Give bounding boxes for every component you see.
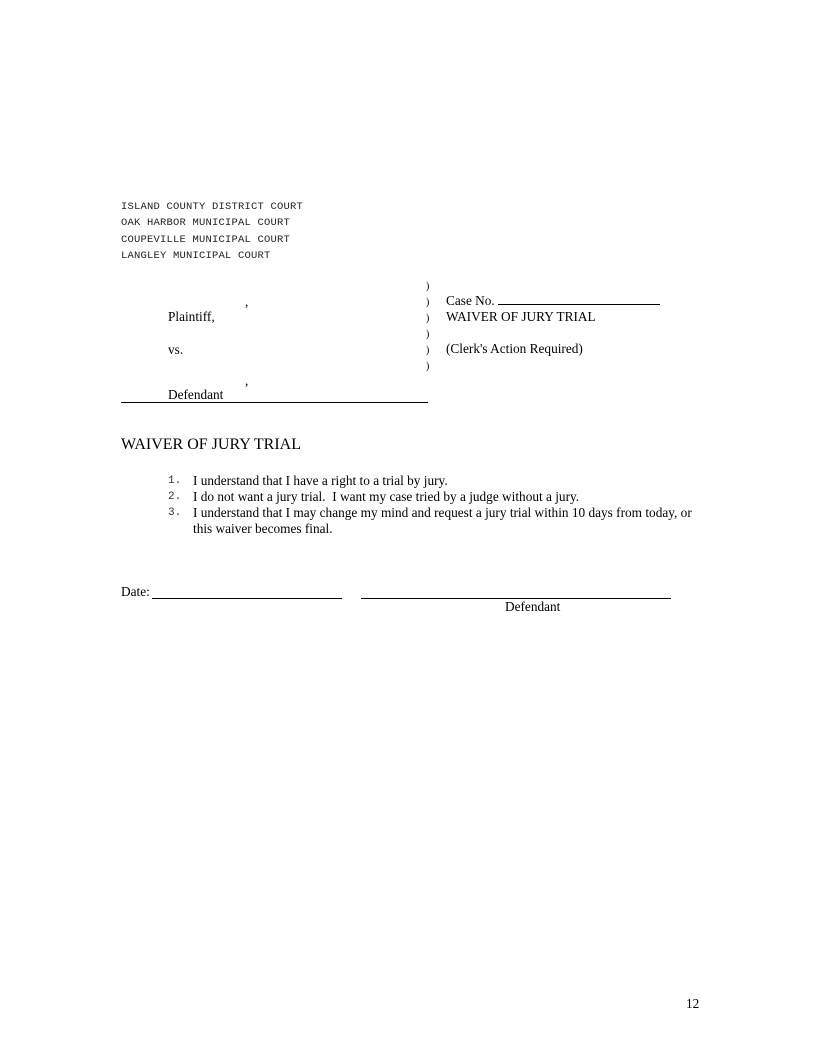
plaintiff-name-comma: , bbox=[245, 294, 249, 309]
defendant-name-comma: , bbox=[245, 373, 249, 388]
document-title: WAIVER OF JURY TRIAL bbox=[446, 309, 596, 324]
court-name: LANGLEY MUNICIPAL COURT bbox=[121, 249, 271, 262]
list-text: I understand that I may change my mind and request a jury trial within 10 days from today, or this waiver becomes final. bbox=[193, 505, 692, 536]
caption-paren: ) bbox=[426, 329, 430, 340]
list-item bbox=[168, 473, 708, 489]
list-text: I understand that I have a right to a trial by jury. bbox=[193, 473, 448, 488]
caption-paren: ) bbox=[426, 313, 430, 324]
list-number: 3. bbox=[168, 507, 182, 519]
case-number-label: Case No. bbox=[446, 293, 495, 308]
court-name: OAK HARBOR MUNICIPAL COURT bbox=[121, 217, 291, 230]
page-number: 12 bbox=[686, 996, 700, 1011]
case-number-field[interactable] bbox=[498, 304, 660, 305]
clerk-action-note: (Clerk's Action Required) bbox=[446, 341, 583, 356]
list-number: 1. bbox=[168, 475, 182, 487]
list-item bbox=[168, 505, 708, 537]
plaintiff-label: Plaintiff, bbox=[168, 309, 215, 324]
list-text: I do not want a jury trial. I want my case tried by a judge without a jury. bbox=[193, 489, 580, 504]
caption-paren: ) bbox=[426, 345, 430, 356]
list-item bbox=[168, 489, 708, 505]
statement-list bbox=[168, 473, 708, 537]
defendant-label: Defendant bbox=[168, 387, 224, 402]
court-name: ISLAND COUNTY DISTRICT COURT bbox=[121, 201, 304, 213]
date-field[interactable] bbox=[152, 598, 342, 599]
signature-label: Defendant bbox=[505, 599, 561, 614]
caption-paren: ) bbox=[426, 297, 430, 308]
court-name: COUPEVILLE MUNICIPAL COURT bbox=[121, 233, 291, 246]
date-label: Date: bbox=[121, 584, 150, 599]
court-names bbox=[121, 199, 303, 264]
section-heading: WAIVER OF JURY TRIAL bbox=[121, 436, 302, 453]
caption-underline bbox=[121, 402, 428, 403]
caption-paren: ) bbox=[426, 281, 430, 292]
vs-label: vs. bbox=[168, 342, 184, 357]
caption-paren: ) bbox=[426, 361, 430, 372]
list-number: 2. bbox=[168, 491, 182, 503]
